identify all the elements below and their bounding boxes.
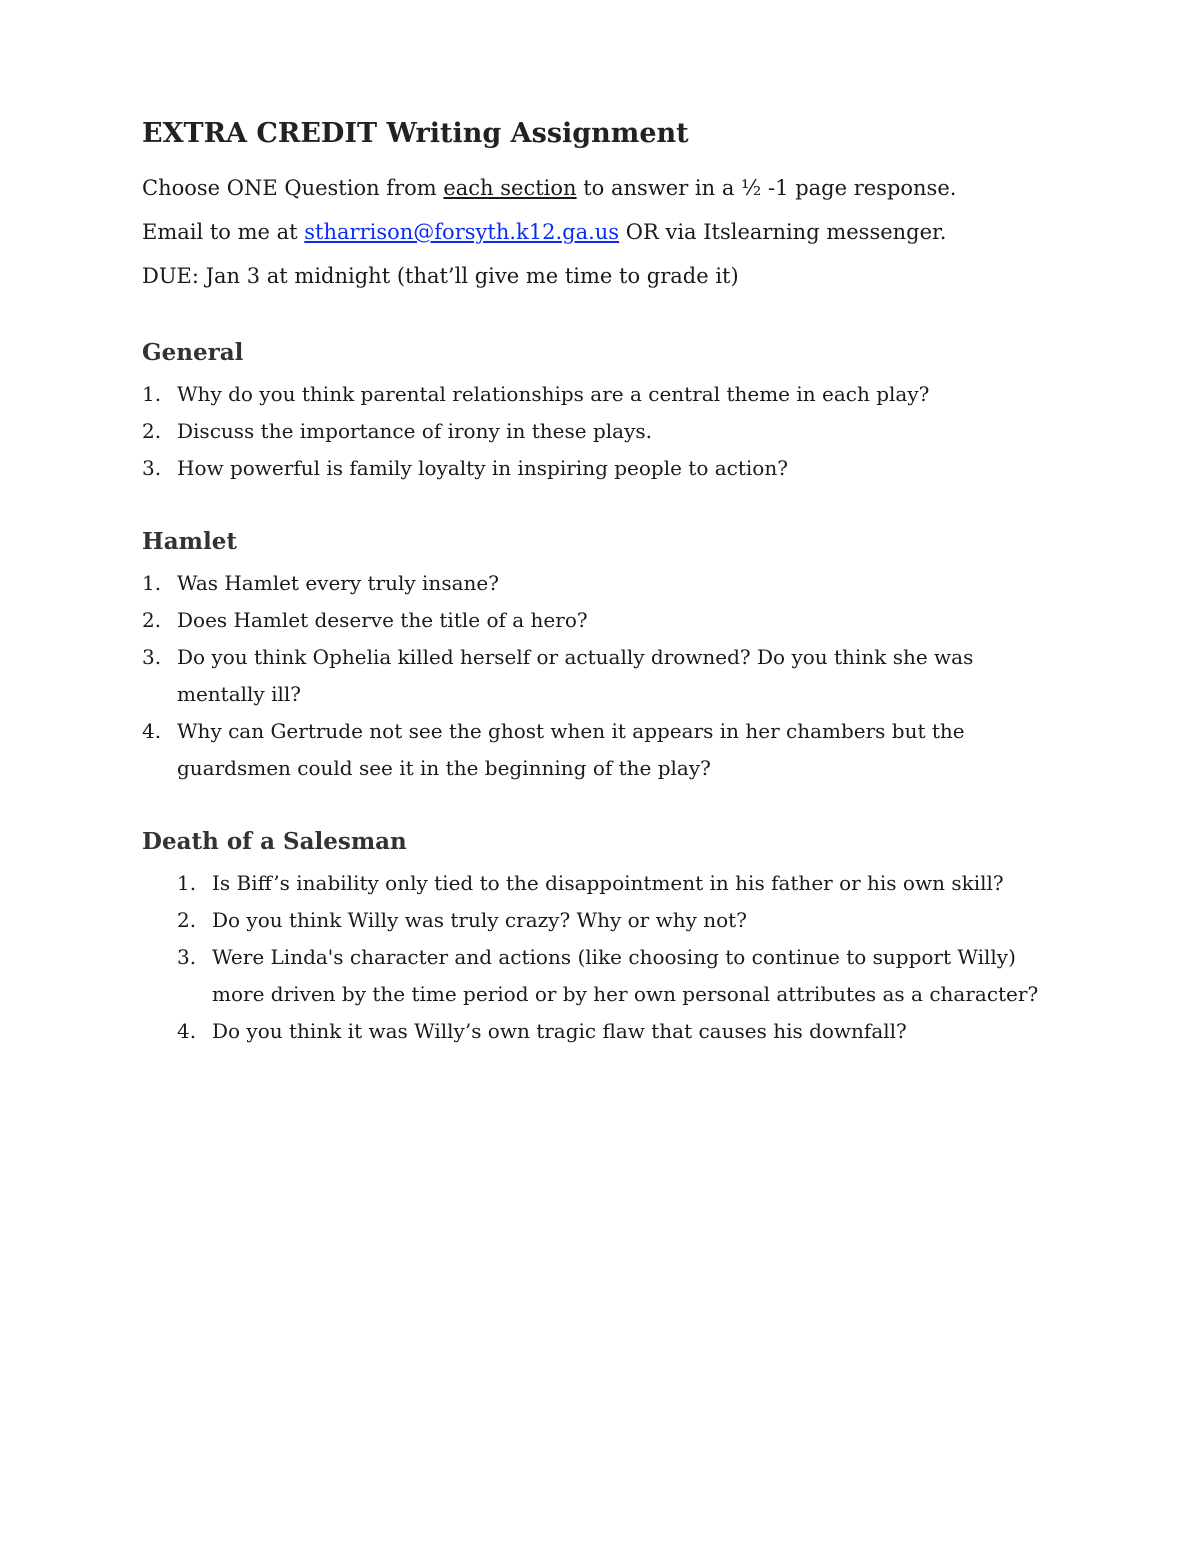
instruction-email-line	[142, 210, 1042, 254]
question-number: 2.	[142, 419, 162, 443]
question-list-general	[142, 376, 1042, 487]
question-text: How powerful is family loyalty in inspiring people to action?	[177, 456, 788, 480]
list-item	[142, 939, 1042, 1013]
list-item	[142, 602, 1042, 639]
question-number: 3.	[177, 945, 197, 969]
question-text: Why do you think parental relationships are a central theme in each play?	[177, 382, 930, 406]
list-item	[142, 413, 1042, 450]
question-text: Were Linda's character and actions (like choosing to continue to support Willy) more driven by the time period or by her own personal attributes as a character?	[212, 945, 1039, 1006]
list-item	[142, 865, 1042, 902]
instruction-choose-text: Choose ONE Question from	[142, 176, 444, 200]
question-text: Does Hamlet deserve the title of a hero?	[177, 608, 588, 632]
list-item	[142, 639, 1042, 713]
instruction-email-prefix: Email to me at	[142, 220, 305, 244]
section-death-of-a-salesman	[142, 825, 1042, 1050]
question-number: 1.	[142, 382, 162, 406]
section-heading-salesman: Death of a Salesman	[142, 828, 407, 855]
question-number: 3.	[142, 456, 162, 480]
instruction-email-suffix: OR via Itslearning messenger.	[619, 220, 947, 244]
instruction-choose-line	[142, 166, 1042, 210]
document-content	[142, 112, 1042, 1050]
question-number: 2.	[142, 608, 162, 632]
list-item	[142, 376, 1042, 413]
question-text: Do you think it was Willy’s own tragic flaw that causes his downfall?	[212, 1019, 907, 1043]
instruction-response-length: to answer in a ½ -1 page response.	[576, 176, 957, 200]
question-text: Do you think Willy was truly crazy? Why or why not?	[212, 908, 747, 932]
list-item	[142, 902, 1042, 939]
question-text: Why can Gertrude not see the ghost when it appears in her chambers but the guardsmen could see it in the beginning of the play?	[177, 719, 965, 780]
question-number: 3.	[142, 645, 162, 669]
question-number: 4.	[142, 719, 162, 743]
section-heading-general: General	[142, 339, 244, 366]
question-text: Discuss the importance of irony in these plays.	[177, 419, 652, 443]
question-number: 4.	[177, 1019, 197, 1043]
question-text: Was Hamlet every truly insane?	[177, 571, 499, 595]
question-text: Do you think Ophelia killed herself or actually drowned? Do you think she was mentally ill?	[177, 645, 974, 706]
page-title: EXTRA CREDIT Writing Assignment	[142, 118, 689, 149]
section-general	[142, 336, 1042, 487]
instruction-each-section: each section	[443, 176, 577, 200]
section-hamlet	[142, 525, 1042, 787]
question-list-salesman	[142, 865, 1042, 1050]
list-item	[142, 565, 1042, 602]
question-number: 1.	[177, 871, 197, 895]
email-link[interactable]: stharrison@forsyth.k12.ga.us	[304, 220, 620, 244]
list-item	[142, 1013, 1042, 1050]
section-heading-hamlet: Hamlet	[142, 528, 237, 555]
due-date-line: DUE: Jan 3 at midnight (that’ll give me time to grade it)	[142, 264, 739, 288]
list-item	[142, 450, 1042, 487]
question-number: 2.	[177, 908, 197, 932]
question-number: 1.	[142, 571, 162, 595]
question-text: Is Biff’s inability only tied to the disappointment in his father or his own skill?	[212, 871, 1004, 895]
list-item	[142, 713, 1042, 787]
question-list-hamlet	[142, 565, 1042, 787]
